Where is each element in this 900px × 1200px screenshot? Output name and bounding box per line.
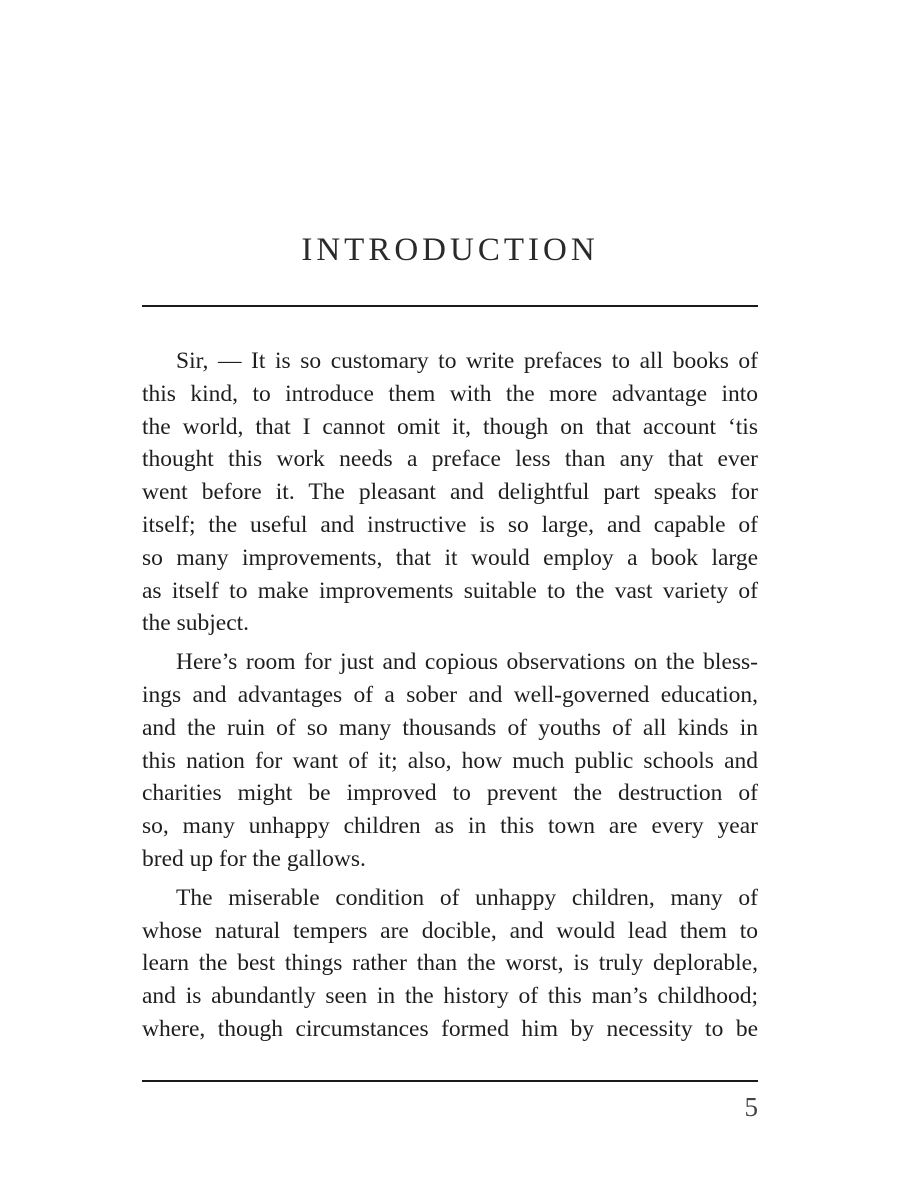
text-line: The miserable condition of unhappy children, many of [176,884,758,911]
text-line: this kind, to introduce them with the more advantage into [142,380,758,407]
paragraph-1 [142,345,758,640]
paragraph-3 [142,882,758,1046]
text-line: the world, that I cannot omit it, though on that account ‘tis [142,413,758,440]
text-line: itself; the useful and instructive is so large, and capable of [142,511,758,538]
bottom-rule [142,1080,758,1082]
text-line: the subject. [142,610,250,637]
text-line: Here’s room for just and copious observations on the bless- [176,649,758,676]
paragraph-2 [142,646,758,876]
text-line: went before it. The pleasant and delightful part speaks for [142,479,758,506]
text-line: bred up for the gallows. [142,845,366,872]
text-line: and is abundantly seen in the history of this man’s childhood; [142,983,758,1010]
text-line: where, though circumstances formed him by necessity to be [142,1015,758,1042]
top-rule [142,305,758,307]
page-number: 5 [744,1092,758,1122]
body-text [142,345,758,1052]
text-line: so, many unhappy children as in this town are every year [142,813,758,840]
text-line: as itself to make improvements suitable to the vast variety of [142,577,758,604]
text-line: and the ruin of so many thousands of youths of all kinds in [142,714,758,741]
text-line: so many improvements, that it would employ a book large [142,544,758,571]
text-line: whose natural tempers are docible, and would lead them to [142,917,758,944]
text-line: charities might be improved to prevent the destruction of [142,780,758,807]
text-line: thought this work needs a preface less than any that ever [142,446,758,473]
text-line: learn the best things rather than the worst, is truly deplorable, [142,950,758,977]
text-line: ings and advantages of a sober and well-governed education, [142,681,758,708]
text-line: this nation for want of it; also, how much public schools and [142,747,758,774]
chapter-title: INTRODUCTION [301,232,599,268]
text-line: Sir, — It is so customary to write prefaces to all books of [176,348,758,374]
